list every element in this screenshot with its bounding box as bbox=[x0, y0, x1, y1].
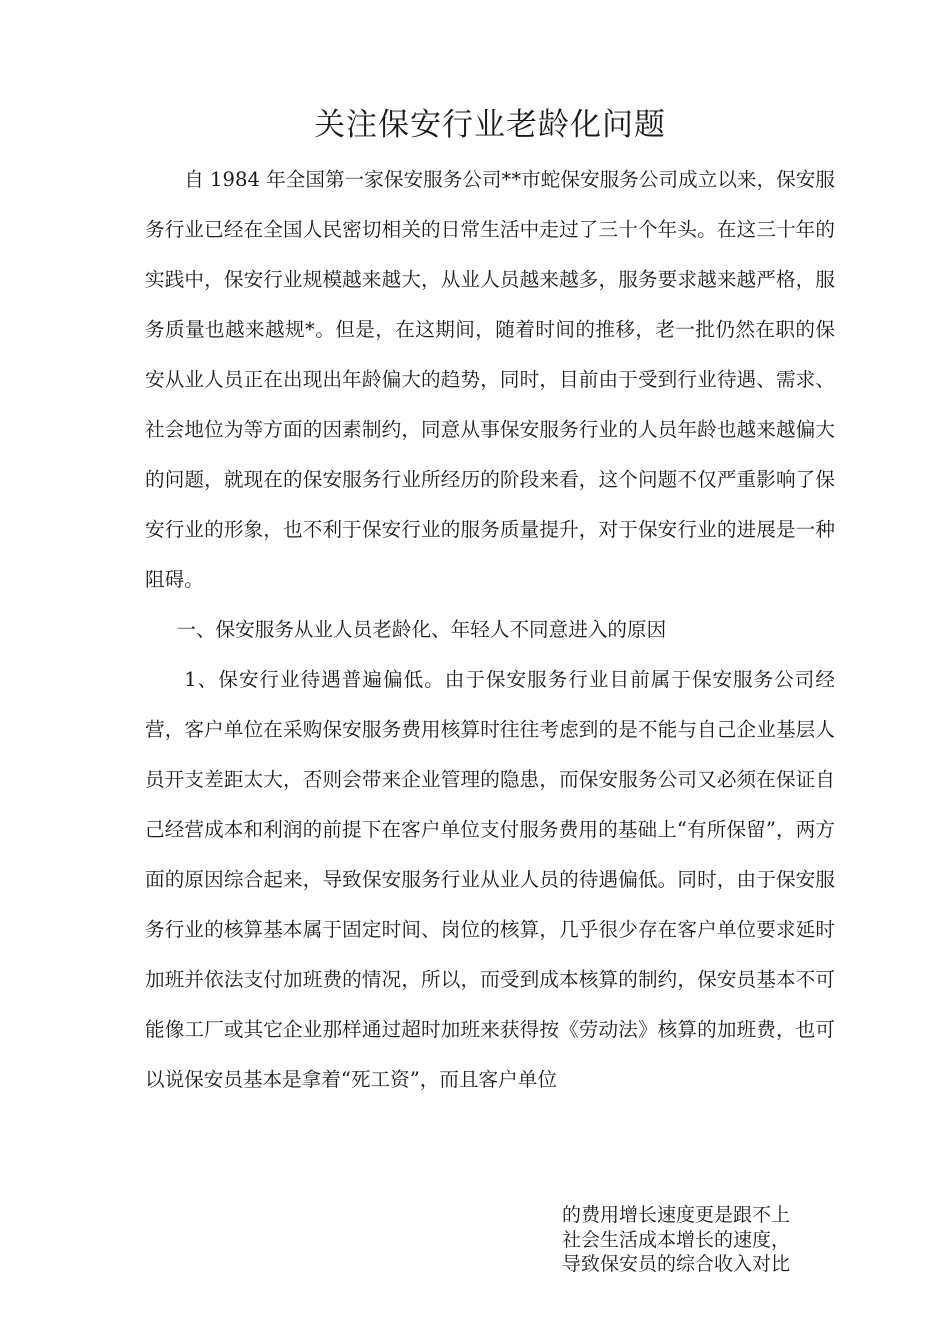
document-title: 关注保安行业老龄化问题 bbox=[314, 107, 666, 143]
intro-paragraph: 自 1984 年全国第一家保安服务公司**市蛇保安服务公司成立以来，保安服务行业已经在全国人民密切相关的日常生活中走过了三十个年头。在这三十年的实践中，保安行业规模越来越大，从业人员越来越多，服务要求越来越严格，服务质量也越来越规*。但是，在这期间，随着时间的推移，老一批仍然在职的保安从业人员正在出现出年龄偏大的趋势，同时，目前由于受到行业待遇、需求、社会地位为等方面的因素制约，同意从事保安服务行业的人员年龄也越来越偏大的问题，就现在的保安服务行业所经历的阶段来看，这个问题不仅严重影响了保安行业的形象，也不利于保安行业的服务质量提升，对于保安行业的进展是一种阻碍。 bbox=[145, 168, 835, 591]
footer-line: 的费用增长速度更是跟不上 bbox=[562, 1204, 791, 1226]
footer-text-block bbox=[562, 1203, 824, 1277]
footer-line: 导致保安员的综合收入对比 bbox=[562, 1253, 791, 1275]
section-heading: 一、保安服务从业人员老龄化、年轻人不同意进入的原因 bbox=[176, 618, 667, 641]
section-paragraph: 1、保安行业待遇普遍偏低。由于保安服务行业目前属于保安服务公司经营，客户单位在采购保安服务费用核算时往往考虑到的是不能与自己企业基层人员开支差距太大，否则会带来企业管理的隐患，而保安服务公司又必须在保证自己经营成本和利润的前提下在客户单位支付服务费用的基础上“有所保留”，两方面的原因综合起来，导致保安服务行业从业人员的待遇偏低。同时，由于保安服务行业的核算基本属于固定时间、岗位的核算，几乎很少存在客户单位要求延时加班并依法支付加班费的情况，所以，而受到成本核算的制约，保安员基本不可能像工厂或其它企业那样通过超时加班来获得按《劳动法》核算的加班费，也可以说保安员基本是拿着“死工资”，而且客户单位 bbox=[145, 668, 835, 1091]
footer-line: 社会生活成本增长的速度， bbox=[562, 1228, 791, 1251]
document-body bbox=[145, 155, 835, 1105]
